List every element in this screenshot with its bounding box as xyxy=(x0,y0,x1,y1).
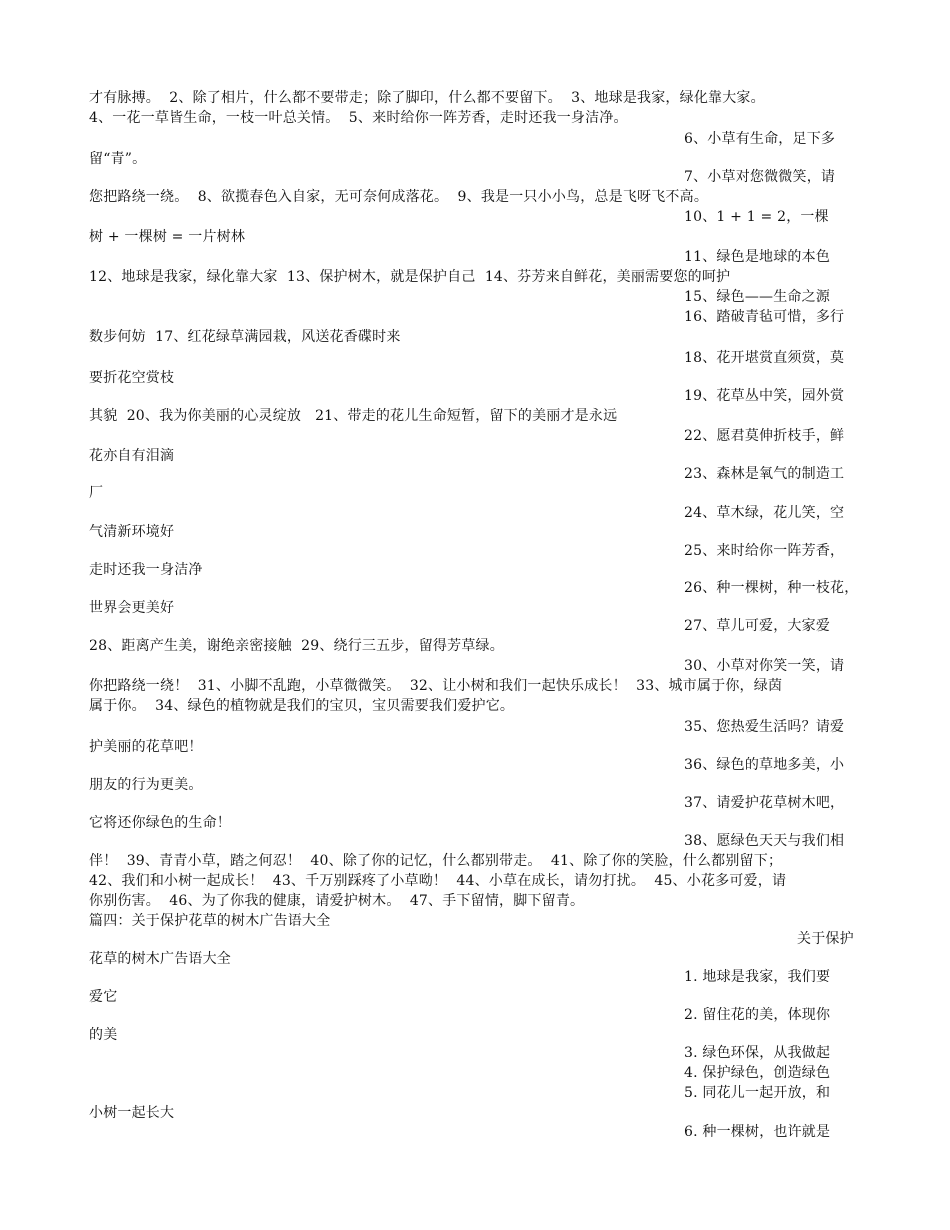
text-line: 7、小草对您微微笑，请 xyxy=(684,169,836,185)
text-line: 爱它 xyxy=(89,989,118,1005)
text-line: 3. 绿色环保，从我做起 xyxy=(684,1045,831,1061)
text-line: 关于保护 xyxy=(797,931,854,947)
text-line: 树 + 一棵树 = 一片树林 xyxy=(89,229,246,245)
text-line: 11、绿色是地球的本色 xyxy=(684,249,831,265)
text-line: 28、距离产生美，谢绝亲密接触 29、绕行三五步，留得芳草绿。 xyxy=(89,638,504,654)
text-line: 18、花开堪赏直须赏，莫 xyxy=(684,350,845,366)
text-line: 要折花空赏枝 xyxy=(89,370,175,386)
text-line: 27、草儿可爱，大家爱 xyxy=(684,618,831,634)
text-line: 走时还我一身洁净 xyxy=(89,562,203,578)
text-line: 35、您热爱生活吗？请爱 xyxy=(684,719,845,735)
text-line: 19、花草丛中笑，园外赏 xyxy=(684,388,845,404)
text-line: 24、草木绿，花儿笑，空 xyxy=(684,505,845,521)
text-line: 4. 保护绿色，创造绿色 xyxy=(684,1065,831,1081)
text-line: 6、小草有生命，足下多 xyxy=(684,131,836,147)
text-line: 38、愿绿色天天与我们相 xyxy=(684,833,845,849)
text-line: 16、踏破青毡可惜，多行 xyxy=(684,309,845,325)
text-line: 属于你。 34、绿色的植物就是我们的宝贝，宝贝需要我们爱护它。 xyxy=(89,698,515,714)
text-line: 气清新环境好 xyxy=(89,524,175,540)
text-line: 花亦自有泪滴 xyxy=(89,448,175,464)
text-line: 数步何妨 17、红花绿草满园栽，风送花香碟时来 xyxy=(89,329,401,345)
text-line: 12、地球是我家，绿化靠大家 13、保护树木，就是保护自己 14、芬芳来自鲜花，美丽需要您的呵护 xyxy=(89,269,731,285)
text-line: 的美 xyxy=(89,1027,118,1043)
text-line: 36、绿色的草地多美，小 xyxy=(684,757,845,773)
text-line: 小树一起长大 xyxy=(89,1105,175,1121)
text-line: 其貌 20、我为你美丽的心灵绽放 21、带走的花儿生命短暂，留下的美丽才是永远 xyxy=(89,408,618,424)
text-line: 25、来时给你一阵芳香， xyxy=(684,543,845,559)
text-line: 厂 xyxy=(89,485,104,501)
text-line: 5. 同花儿一起开放，和 xyxy=(684,1085,831,1101)
text-line: 1. 地球是我家，我们要 xyxy=(684,969,831,985)
text-line: 伴！ 39、青青小草，踏之何忍！ 40、除了你的记忆，什么都别带走。 41、除了你的笑脸，什么都别留下； xyxy=(89,853,783,869)
text-line: 才有脉搏。 2、除了相片，什么都不要带走；除了脚印，什么都不要留下。 3、地球是我家，绿化靠大家。 xyxy=(89,90,765,106)
text-line: 它将还你绿色的生命！ xyxy=(89,815,231,831)
text-line: 朋友的行为更美。 xyxy=(89,777,203,793)
text-line: 世界会更美好 xyxy=(89,600,175,616)
text-line: 15、绿色——生命之源 xyxy=(684,289,831,305)
text-line: 26、种一棵树，种一枝花， xyxy=(684,580,859,596)
text-line: 4、一花一草皆生命，一枝一叶总关情。 5、来时给你一阵芳香，走时还我一身洁净。 xyxy=(89,110,628,126)
text-line: 护美丽的花草吧！ xyxy=(89,739,203,755)
text-line: 23、森林是氧气的制造工 xyxy=(684,466,845,482)
text-line: 你把路绕一绕！ 31、小脚不乱跑，小草微微笑。 32、让小树和我们一起快乐成长！ 33、城市属于你，绿茵 xyxy=(89,678,783,694)
text-line: 留“青”。 xyxy=(89,151,147,167)
section-heading: 篇四：关于保护花草的树木广告语大全 xyxy=(89,913,331,929)
text-line: 您把路绕一绕。 8、欲揽春色入自家，无可奈何成落花。 9、我是一只小小鸟，总是飞呀飞不高。 xyxy=(89,189,709,205)
text-line: 42、我们和小树一起成长！ 43、千万别踩疼了小草呦！ 44、小草在成长，请勿打扰。 45、小花多可爱，请 xyxy=(89,873,787,889)
text-line: 10、1 + 1 = 2，一棵 xyxy=(684,209,829,225)
text-line: 6. 种一棵树，也许就是 xyxy=(684,1124,831,1140)
text-line: 2. 留住花的美，体现你 xyxy=(684,1007,831,1023)
text-line: 你别伤害。 46、为了你我的健康，请爱护树木。 47、手下留情，脚下留青。 xyxy=(89,893,585,909)
text-line: 30、小草对你笑一笑，请 xyxy=(684,658,845,674)
text-line: 22、愿君莫伸折枝手，鲜 xyxy=(684,428,845,444)
text-line: 花草的树木广告语大全 xyxy=(89,951,231,967)
text-line: 37、请爱护花草树木吧， xyxy=(684,795,845,811)
